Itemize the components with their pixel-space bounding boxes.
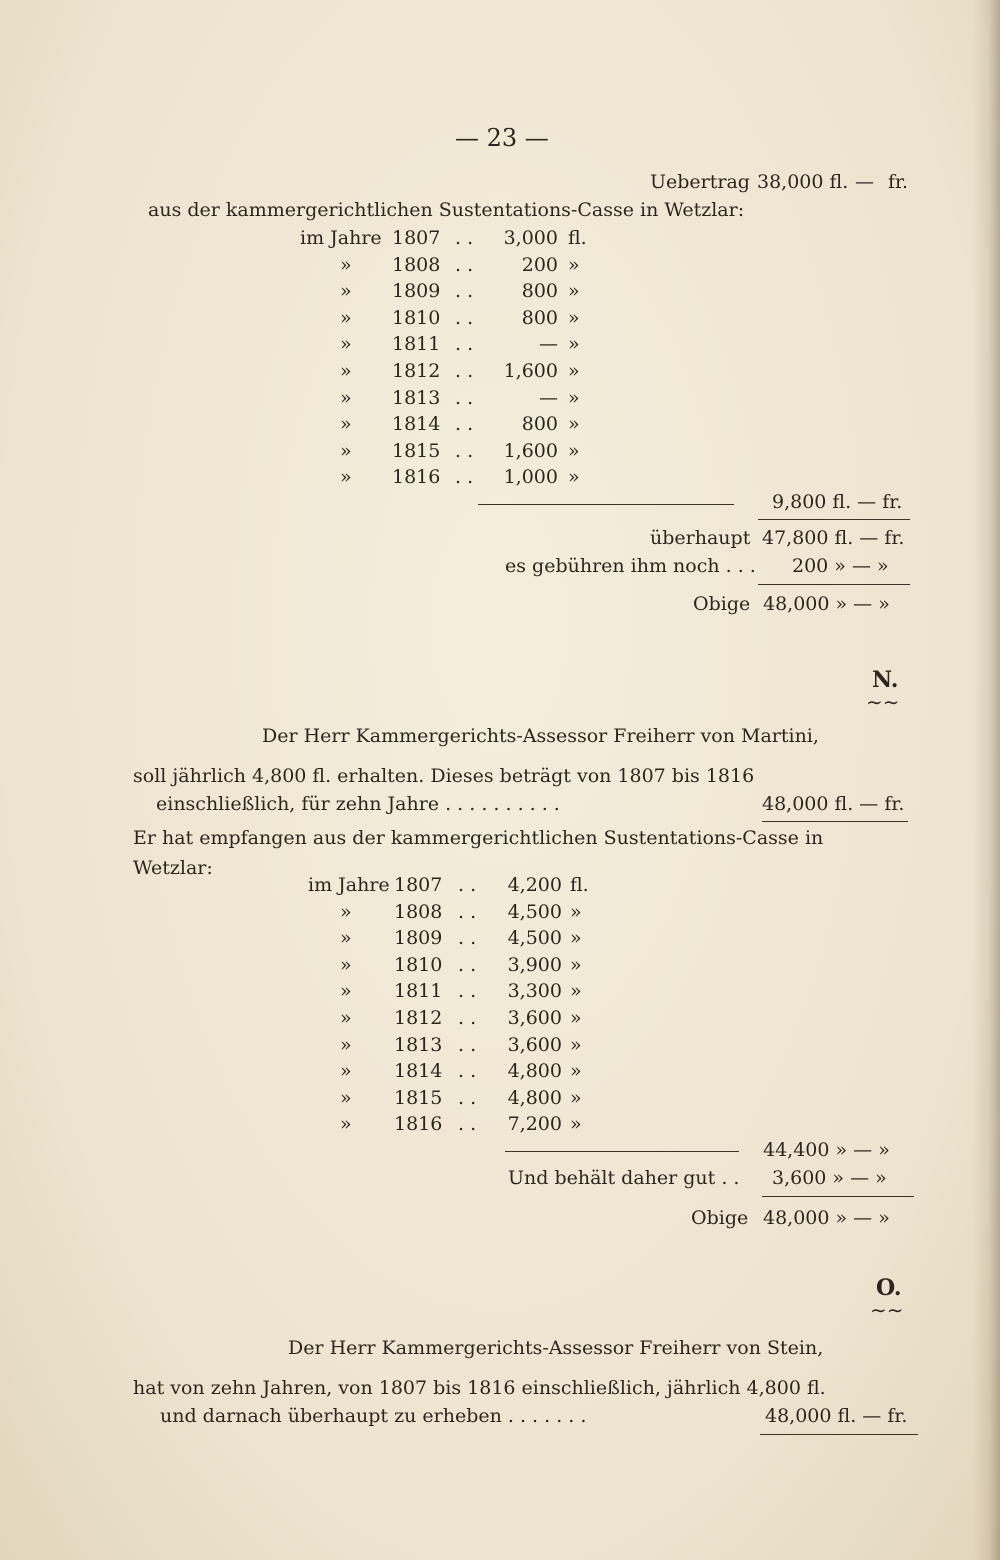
section-n-row-value: 3,300 — [507, 980, 562, 1003]
block1-row-value: 200 — [521, 253, 558, 276]
block1-row-year: 1815 — [392, 439, 441, 462]
section-o-letter: O. — [876, 1275, 902, 1301]
section-n-row-value: 3,600 — [507, 1007, 562, 1029]
section-n-title: Der Herr Kammergerichts-Assessor Freiherr von Martini, — [262, 725, 819, 747]
section-n-row-unit: » — [570, 900, 582, 923]
section-n-row-unit: » — [570, 1113, 582, 1136]
section-n-keep-label: Und behält daher gut . . — [508, 1167, 740, 1189]
block1-row-unit: » — [568, 253, 580, 276]
section-o-amount: 48,000 fl. — fr. — [765, 1405, 908, 1427]
block1-row-leader: . . — [455, 227, 474, 249]
section-n-row-year: 1814 — [394, 1060, 443, 1083]
block1-row-year: 1809 — [392, 280, 441, 303]
block1-sum: 48,000 » — » — [763, 593, 890, 615]
block1-row-prefix: » — [340, 439, 352, 462]
block1-row-prefix: im Jahre — [300, 227, 382, 249]
section-n-row-leader: . . — [458, 900, 477, 923]
page-edge-shadow — [972, 0, 1000, 1560]
section-n-row-value: 7,200 — [507, 1113, 562, 1136]
section-n-line2: einschließlich, für zehn Jahre . . . . . . . . . . — [156, 793, 560, 815]
block1-row-year: 1812 — [392, 360, 441, 382]
block1-row-value: 800 — [521, 413, 558, 436]
block1-row-leader: . . — [455, 360, 474, 382]
section-n-sum-label: Obige — [691, 1207, 749, 1229]
block1-total: 47,800 fl. — fr. — [762, 527, 905, 549]
block1-row-year: 1814 — [392, 413, 441, 436]
block1-subtotal-rule — [478, 504, 734, 505]
block1-row-year: 1811 — [392, 333, 441, 356]
section-n-row-year: 1811 — [394, 980, 443, 1003]
block1-row-value: — — [539, 386, 558, 409]
block1-row-unit: » — [568, 360, 580, 382]
section-n-row-value: 4,800 — [507, 1086, 562, 1109]
block1-row-value: 1,600 — [503, 439, 558, 462]
block1-intro: aus der kammergerichtlichen Sustentations-Casse in Wetzlar: — [148, 199, 745, 221]
section-n-ornament: ∼∼ — [866, 690, 900, 714]
section-n-keep: 3,600 » — » — [772, 1167, 887, 1189]
block1-row-prefix: » — [340, 333, 352, 356]
block1-row-year: 1816 — [392, 466, 441, 489]
section-n-sum: 48,000 » — » — [763, 1207, 890, 1229]
section-n-row-prefix: » — [340, 1033, 352, 1056]
section-n-row-leader: . . — [458, 953, 477, 976]
section-n-line3: Er hat empfangen aus der kammergerichtlichen Sustentations-Casse in — [133, 827, 824, 849]
section-n-sum-rule — [762, 1196, 914, 1197]
block1-sum-label: Obige — [693, 593, 751, 615]
section-n-row-year: 1813 — [394, 1033, 443, 1056]
block1-owed: 200 » — » — [792, 555, 889, 577]
section-n-subtotal: 44,400 » — » — [763, 1139, 890, 1161]
block1-row-leader: . . — [455, 439, 474, 462]
block1-subtotal: 9,800 fl. — fr. — [772, 491, 903, 513]
block1-row-value: 800 — [521, 280, 558, 303]
carryover-amount: 38,000 fl. — [757, 171, 849, 193]
section-o-line1: hat von zehn Jahren, von 1807 bis 1816 einschließlich, jährlich 4,800 fl. — [133, 1377, 826, 1399]
section-n-row-value: 4,500 — [507, 900, 562, 923]
block1-sum-rule — [758, 584, 910, 585]
section-n-row-leader: . . — [458, 1060, 477, 1083]
block1-total-label: überhaupt — [650, 527, 751, 549]
section-n-row-leader: . . — [458, 980, 477, 1003]
section-n-row-leader: . . — [458, 874, 477, 896]
block1-row-year: 1810 — [392, 306, 441, 329]
section-n-row-year: 1812 — [394, 1007, 443, 1029]
section-n-row-prefix: » — [340, 1007, 352, 1029]
section-n-row-unit: » — [570, 927, 582, 950]
section-n-row-prefix: im Jahre — [308, 874, 390, 896]
block1-row-year: 1807 — [392, 227, 441, 249]
section-n-amount-rule — [762, 821, 908, 822]
block1-row-value: 1,000 — [503, 466, 558, 489]
section-n-row-prefix: » — [340, 980, 352, 1003]
section-n-row-prefix: » — [340, 1060, 352, 1083]
section-n-row-year: 1816 — [394, 1113, 443, 1136]
block1-row-leader: . . — [455, 253, 474, 276]
block1-row-unit: » — [568, 466, 580, 489]
block1-row-value: 3,000 — [503, 227, 558, 249]
section-n-row-leader: . . — [458, 1086, 477, 1109]
section-n-row-unit: » — [570, 980, 582, 1003]
section-n-subtotal-rule — [505, 1151, 739, 1152]
carryover-unit: fr. — [888, 171, 909, 193]
section-n-row-value: 4,500 — [507, 927, 562, 950]
carryover-dash: — — [855, 171, 874, 193]
block1-row-unit: » — [568, 439, 580, 462]
block1-row-prefix: » — [340, 280, 352, 303]
section-n-row-leader: . . — [458, 1007, 477, 1029]
section-n-row-leader: . . — [458, 927, 477, 950]
block1-row-unit: » — [568, 333, 580, 356]
page-number: — 23 — — [455, 124, 549, 152]
block1-total-rule — [758, 519, 910, 520]
section-n-row-value: 4,800 — [507, 1060, 562, 1083]
section-n-amount: 48,000 fl. — fr. — [762, 793, 905, 815]
block1-row-leader: . . — [455, 306, 474, 329]
section-n-row-year: 1809 — [394, 927, 443, 950]
section-n-row-leader: . . — [458, 1113, 477, 1136]
section-n-row-unit: » — [570, 1086, 582, 1109]
block1-row-unit: » — [568, 413, 580, 436]
block1-row-value: 1,600 — [503, 360, 558, 382]
section-n-row-year: 1810 — [394, 953, 443, 976]
block1-row-leader: . . — [455, 413, 474, 436]
block1-row-value: 800 — [521, 306, 558, 329]
section-n-line4: Wetzlar: — [133, 857, 213, 879]
section-n-row-value: 3,900 — [507, 953, 562, 976]
section-o-ornament: ∼∼ — [870, 1298, 904, 1322]
block1-row-prefix: » — [340, 306, 352, 329]
block1-row-leader: . . — [455, 466, 474, 489]
section-n-row-year: 1807 — [394, 874, 443, 896]
section-n-row-prefix: » — [340, 927, 352, 950]
section-n-row-year: 1815 — [394, 1086, 443, 1109]
carryover-label: Uebertrag — [650, 171, 750, 193]
block1-row-year: 1813 — [392, 386, 441, 409]
block1-row-prefix: » — [340, 386, 352, 409]
section-n-row-value: 4,200 — [507, 874, 562, 896]
block1-owed-label: es gebühren ihm noch . . . — [505, 555, 756, 577]
block1-row-unit: » — [568, 280, 580, 303]
section-n-line1: soll jährlich 4,800 fl. erhalten. Dieses beträgt von 1807 bis 1816 — [133, 765, 755, 787]
section-o-line2: und darnach überhaupt zu erheben . . . . . . . — [160, 1405, 587, 1427]
block1-row-unit: fl. — [568, 227, 587, 249]
section-n-row-leader: . . — [458, 1033, 477, 1056]
section-n-row-prefix: » — [340, 1113, 352, 1136]
block1-row-prefix: » — [340, 360, 352, 382]
section-n-row-unit: » — [570, 953, 582, 976]
block1-row-prefix: » — [340, 466, 352, 489]
block1-row-unit: » — [568, 386, 580, 409]
section-n-row-value: 3,600 — [507, 1033, 562, 1056]
section-o-amount-rule — [760, 1434, 918, 1435]
block1-row-leader: . . — [455, 280, 474, 303]
section-n-row-unit: » — [570, 1060, 582, 1083]
block1-row-leader: . . — [455, 333, 474, 356]
section-n-row-unit: fl. — [570, 874, 589, 896]
section-o-title: Der Herr Kammergerichts-Assessor Freiherr von Stein, — [288, 1337, 824, 1359]
section-n-row-prefix: » — [340, 1086, 352, 1109]
section-n-row-year: 1808 — [394, 900, 443, 923]
block1-row-prefix: » — [340, 253, 352, 276]
block1-row-value: — — [539, 333, 558, 356]
block1-row-year: 1808 — [392, 253, 441, 276]
block1-row-prefix: » — [340, 413, 352, 436]
section-n-row-unit: » — [570, 1033, 582, 1056]
section-n-letter: N. — [872, 667, 899, 693]
block1-row-leader: . . — [455, 386, 474, 409]
section-n-row-prefix: » — [340, 900, 352, 923]
block1-row-unit: » — [568, 306, 580, 329]
section-n-row-unit: » — [570, 1007, 582, 1029]
section-n-row-prefix: » — [340, 953, 352, 976]
